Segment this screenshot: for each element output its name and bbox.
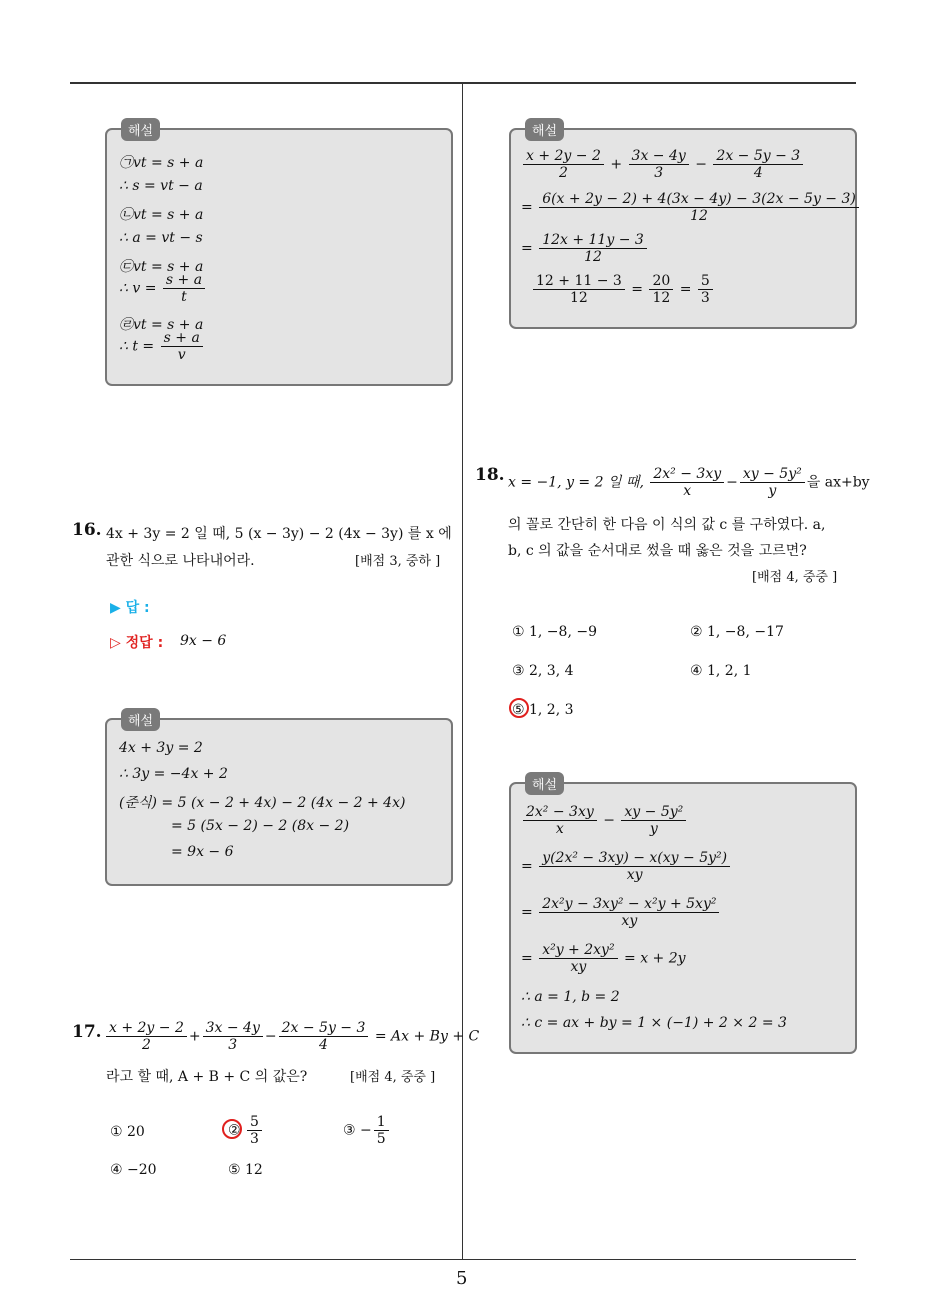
fraction: $\frac{\text{y(2x² − 3xy) − x(xy − 5y²)}}{xy}$ xyxy=(539,850,730,883)
fraction: $\frac{x + 2y - 2}{2}$ xyxy=(523,148,604,181)
choice-2[interactable]: ② $\frac{5}{3}$ xyxy=(228,1114,264,1147)
solution-line: ∴ t = $\frac{s + a}{v}$ xyxy=(119,330,205,363)
solution-line: = $\frac{\text{y(2x² − 3xy) − x(xy − 5y²)}}{xy}$ xyxy=(521,850,732,883)
points-label: [배점 4, 중중 ] xyxy=(752,570,838,585)
solution-line: ㉢vt = s + a xyxy=(119,259,204,275)
question-number: 16. xyxy=(72,520,102,540)
correct-answer-label: ▷ 정답 : xyxy=(110,635,164,651)
choice-1[interactable]: ① 20 xyxy=(110,1124,145,1140)
choice-5[interactable]: ⑤ 1, 2, 3 xyxy=(512,702,574,718)
solution-line: = $\frac{6(x + 2y - 2) + 4(3x - 4y) - 3(2x - 5y - 3)}{12}$ xyxy=(521,191,861,224)
fraction: $\frac{\text{xy − 5y²}}{y}$ xyxy=(740,466,805,499)
question-text: b, c 의 값을 순서대로 썼을 때 옳은 것을 고르면? xyxy=(508,543,807,559)
fraction: $\frac{x + 2y - 2}{2}$ xyxy=(106,1020,187,1053)
choice-4[interactable]: ④ 1, 2, 1 xyxy=(690,663,752,679)
choice-3[interactable]: ③ − $\frac{1}{5}$ xyxy=(343,1114,391,1147)
solution-box-17 xyxy=(509,124,857,329)
fraction: $\frac{\text{x²y + 2xy²}}{xy}$ xyxy=(539,942,617,975)
correct-answer-value: 9x − 6 xyxy=(180,633,227,649)
choice-1[interactable]: ① 1, −8, −9 xyxy=(512,624,597,640)
solution-line: ㉣vt = s + a xyxy=(119,317,204,333)
fraction: $\frac{20}{12}$ xyxy=(649,273,673,306)
points-label: [배점 3, 중하 ] xyxy=(355,554,441,569)
solution-line: ∴ 3y = −4x + 2 xyxy=(119,766,228,782)
solution-line: ∴ c = ax + by = 1 × (−1) + 2 × 2 = 3 xyxy=(521,1015,787,1031)
solution-line: = 9x − 6 xyxy=(171,844,234,860)
fraction: $\frac{\text{2x² − 3xy}}{x}$ xyxy=(523,804,597,837)
solution-line: (준식) = 5 (x − 2 + 4x) − 2 (4x − 2 + 4x) xyxy=(119,795,406,811)
fraction: $\frac{12 + 11 - 3}{12}$ xyxy=(533,273,625,306)
fraction: $\frac{3x - 4y}{3}$ xyxy=(629,148,689,181)
question-number: 18. xyxy=(475,465,505,485)
solution-box-18 xyxy=(509,778,857,1054)
page-number: 5 xyxy=(456,1268,468,1289)
solution-line: = 5 (5x − 2) − 2 (8x − 2) xyxy=(171,818,350,834)
fraction: $\frac{s + a}{t}$ xyxy=(163,272,205,305)
solution-line: = $\frac{12x + 11y - 3}{12}$ xyxy=(521,232,649,265)
solution-line: $\frac{x + 2y - 2}{2}$ + $\frac{3x - 4y}{3}$ − $\frac{2x - 5y - 3}{4}$ xyxy=(521,148,805,181)
solution-box-16 xyxy=(105,714,453,886)
fraction: $\frac{\text{xy − 5y²}}{y}$ xyxy=(621,804,686,837)
solution-tag: 해설 xyxy=(121,708,160,731)
fraction: $\frac{12x + 11y - 3}{12}$ xyxy=(539,232,647,265)
fraction: $\frac{5}{3}$ xyxy=(247,1114,262,1147)
answer-label: ▶ 답 : xyxy=(110,600,150,616)
top-rule xyxy=(70,82,856,84)
solution-line: $\frac{12 + 11 - 3}{12}$ = $\frac{20}{12}$ = $\frac{5}{3}$ xyxy=(531,273,715,306)
fraction: $\frac{5}{3}$ xyxy=(698,273,713,306)
selected-answer-mark xyxy=(222,1119,242,1139)
solution-tag: 해설 xyxy=(121,118,160,141)
solution-line: ∴ a = vt − s xyxy=(119,230,203,246)
solution-line: ㉡vt = s + a xyxy=(119,207,204,223)
fraction: $\frac{6(x + 2y - 2) + 4(3x - 4y) - 3(2x - 5y - 3)}{12}$ xyxy=(539,191,859,224)
solution-line: 4x + 3y = 2 xyxy=(119,740,203,756)
points-label: [배점 4, 중중 ] xyxy=(350,1070,436,1085)
solution-line: $\frac{\text{2x² − 3xy}}{x}$ − $\frac{\text{xy − 5y²}}{y}$ xyxy=(521,804,688,837)
bottom-rule xyxy=(70,1259,856,1260)
fraction: $\frac{\text{2x² − 3xy}}{x}$ xyxy=(650,466,724,499)
solution-line: ∴ s = vt − a xyxy=(119,178,203,194)
choice-2[interactable]: ② 1, −8, −17 xyxy=(690,624,784,640)
question-number: 17. xyxy=(72,1022,102,1042)
solution-line: = $\frac{\text{2x²y − 3xy² − x²y + 5xy²}}{xy}$ xyxy=(521,896,721,929)
choice-4[interactable]: ④ −20 xyxy=(110,1162,157,1178)
selected-answer-mark xyxy=(509,698,529,718)
fraction: $\frac{s + a}{v}$ xyxy=(161,330,203,363)
fraction: $\frac{3x - 4y}{3}$ xyxy=(203,1020,263,1053)
question-expression: $\frac{x + 2y - 2}{2}$ + $\frac{3x - 4y}{3}$ − $\frac{2x - 5y - 3}{4}$ = Ax + By + C xyxy=(104,1020,479,1053)
question-text: 4x + 3y = 2 일 때, 5 (x − 3y) − 2 (4x − 3y) 를 x 에 xyxy=(106,526,452,542)
question-expression: x = −1, y = 2 일 때, $\frac{\text{2x² − 3xy}}{x}$ − $\frac{\text{xy − 5y²}}{y}$ 을 ax+by xyxy=(508,466,870,499)
column-divider xyxy=(462,84,463,1260)
solution-line: = $\frac{\text{x²y + 2xy²}}{xy}$ = x + 2y xyxy=(521,942,686,975)
choice-3[interactable]: ③ 2, 3, 4 xyxy=(512,663,574,679)
solution-tag: 해설 xyxy=(525,118,564,141)
solution-tag: 해설 xyxy=(525,772,564,795)
solution-line: ㉠vt = s + a xyxy=(119,155,204,171)
fraction: $\frac{\text{2x²y − 3xy² − x²y + 5xy²}}{xy}$ xyxy=(539,896,719,929)
fraction: $\frac{2x - 5y - 3}{4}$ xyxy=(713,148,803,181)
solution-box-15 xyxy=(105,124,453,386)
question-text: 라고 할 때, A + B + C 의 값은? xyxy=(106,1069,308,1085)
question-text: 의 꼴로 간단히 한 다음 이 식의 값 c 를 구하였다. a, xyxy=(508,517,826,533)
solution-line: ∴ v = $\frac{s + a}{t}$ xyxy=(119,272,207,305)
question-text: 관한 식으로 나타내어라. xyxy=(106,553,255,569)
solution-line: ∴ a = 1, b = 2 xyxy=(521,989,620,1005)
fraction: $\frac{1}{5}$ xyxy=(374,1114,389,1147)
choice-5[interactable]: ⑤ 12 xyxy=(228,1162,263,1178)
fraction: $\frac{2x - 5y - 3}{4}$ xyxy=(279,1020,369,1053)
